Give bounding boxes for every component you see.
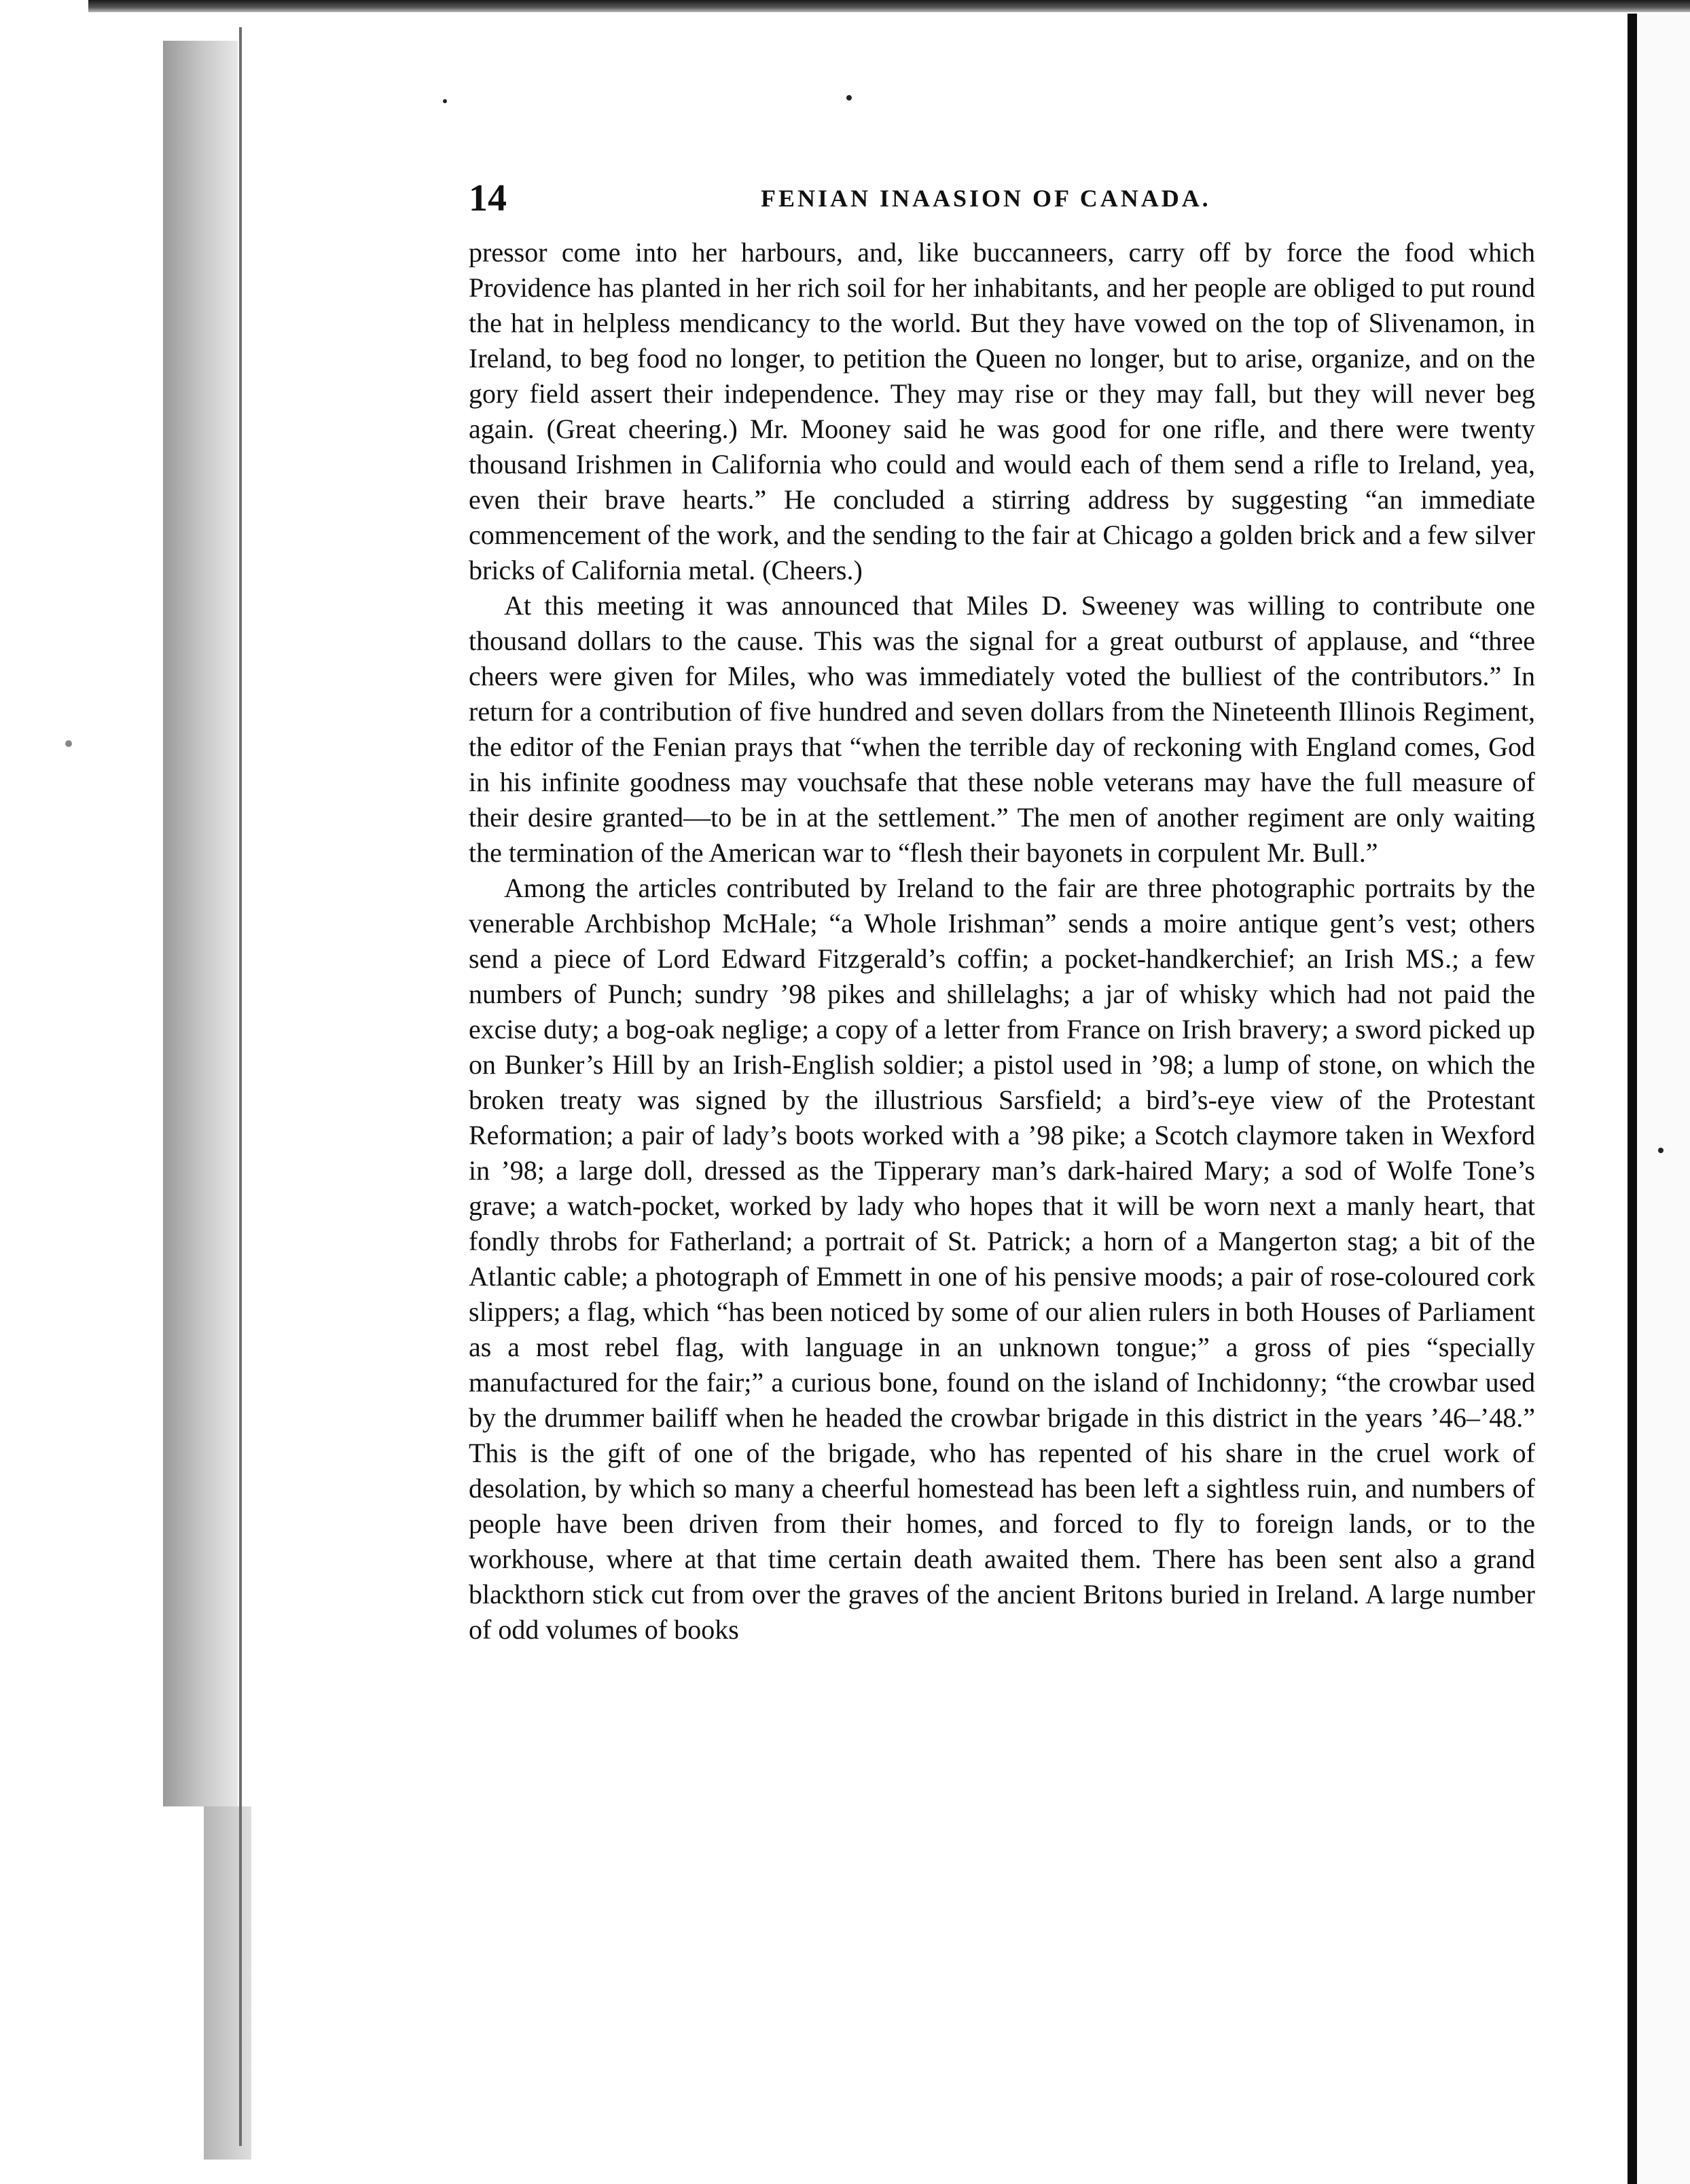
page-left-edge bbox=[239, 27, 242, 2146]
paragraph: Among the articles contributed by Ireland to the fair are three photographic portraits by the venerable Archbishop McHale; “a Whole Irishman” sends a moire antique gent’s vest; others send a piece of Lord Edward Fitzgerald’s coffin; a pocket-handkerchief; an Irish MS.; a few numbers of Punch; sundry ’98 pikes and shillelaghs; a jar of whisky which had not paid the excise duty; a bog-oak neglige; a copy of a letter from France on Irish bravery; a sword picked up on Bunker’s Hill by an Irish-English soldier; a pistol used in ’98; a lump of stone, on which the broken treaty was signed by the illustrious Sarsfield; a bird’s-eye view of the Protestant Reformation; a pair of lady’s boots worked with a ’98 pike; a Scotch claymore taken in Wexford in ’98; a large doll, dressed as the Tipperary man’s dark-haired Mary; a sod of Wolfe Tone’s grave; a watch-pocket, worked by lady who hopes that it will be worn next a manly heart, that fondly throbs for Fatherland; a portrait of St. Patrick; a horn of a Mangerton stag; a bit of the Atlantic cable; a photograph of Emmett in one of his pensive moods; a pair of rose-coloured cork slippers; a flag, which “has been noticed by some of our alien rulers in both Houses of Parliament as a most rebel flag, with language in an unknown tongue;” a gross of pies “specially manufactured for the fair;” a curious bone, found on the island of Inchidonny; “the crowbar used by the drummer bailiff when he headed the crowbar brigade in this district in the years ’46–’48.” This is the gift of one of the brigade, who has repented of his share in the cruel work of desolation, by which so many a cheerful homestead has been left a sightless ruin, and numbers of people have been driven from their homes, and forced to fly to foreign lands, or to the workhouse, where at that time certain death awaited them. There has been sent also a grand blackthorn stick cut from over the graves of the ancient Britons buried in Ireland. A large number of odd volumes of books bbox=[469, 873, 1535, 1645]
scan-speck bbox=[846, 95, 852, 101]
left-binding-shadow bbox=[163, 41, 238, 1806]
scan-speck bbox=[65, 740, 72, 747]
paragraph: At this meeting it was announced that Miles D. Sweeney was willing to contribute one thousand dollars to the cause. This was the signal for a great outburst of applause, and “three cheers were given for Miles, who was immediately voted the bulliest of the contributors.” In return for a contribution of five hundred and seven dollars from the Nineteenth Illinois Regiment, the editor of the Fenian prays that “when the terrible day of reckoning with England comes, God in his infinite goodness may vouchsafe that these noble veterans may have the full measure of their desire granted—to be in at the settlement.” The men of another regiment are only waiting the termination of the American war to “flesh their bayonets in corpulent Mr. Bull.” bbox=[469, 590, 1535, 868]
paragraph: pressor come into her harbours, and, like buccanneers, carry off by force the food which Providence has planted in her rich soil for her inhabitants, and her people are obliged to put round the hat in helpless mendicancy to the world. But they have vowed on the top of Slivenamon, in Ireland, to beg food no longer, to petition the Queen no longer, but to arise, organize, and on the gory field assert their independence. They may rise or they may fall, but they will never beg again. (Great cheering.) Mr. Mooney said he was good for one rifle, and there were twenty thousand Irishmen in California who could and would each of them send a rifle to Ireland, yea, even their brave hearts.” He concluded a stirring address by suggesting “an immediate commencement of the work, and the sending to the fair at Chicago a golden brick and a few silver bricks of California metal. (Cheers.) bbox=[469, 237, 1535, 585]
scan-speck bbox=[443, 99, 447, 103]
page-header bbox=[469, 178, 1535, 231]
left-binding-shadow-lower bbox=[204, 1806, 251, 2160]
running-head: FENIAN INAASION OF CANADA. bbox=[761, 185, 1211, 212]
page-number: 14 bbox=[469, 177, 507, 219]
scan-speck bbox=[1658, 1148, 1664, 1153]
body-text bbox=[469, 235, 1535, 1648]
top-scan-border bbox=[88, 0, 1690, 12]
right-margin bbox=[1637, 14, 1690, 2184]
page-right-edge bbox=[1628, 14, 1637, 2184]
book-page bbox=[469, 178, 1535, 1648]
